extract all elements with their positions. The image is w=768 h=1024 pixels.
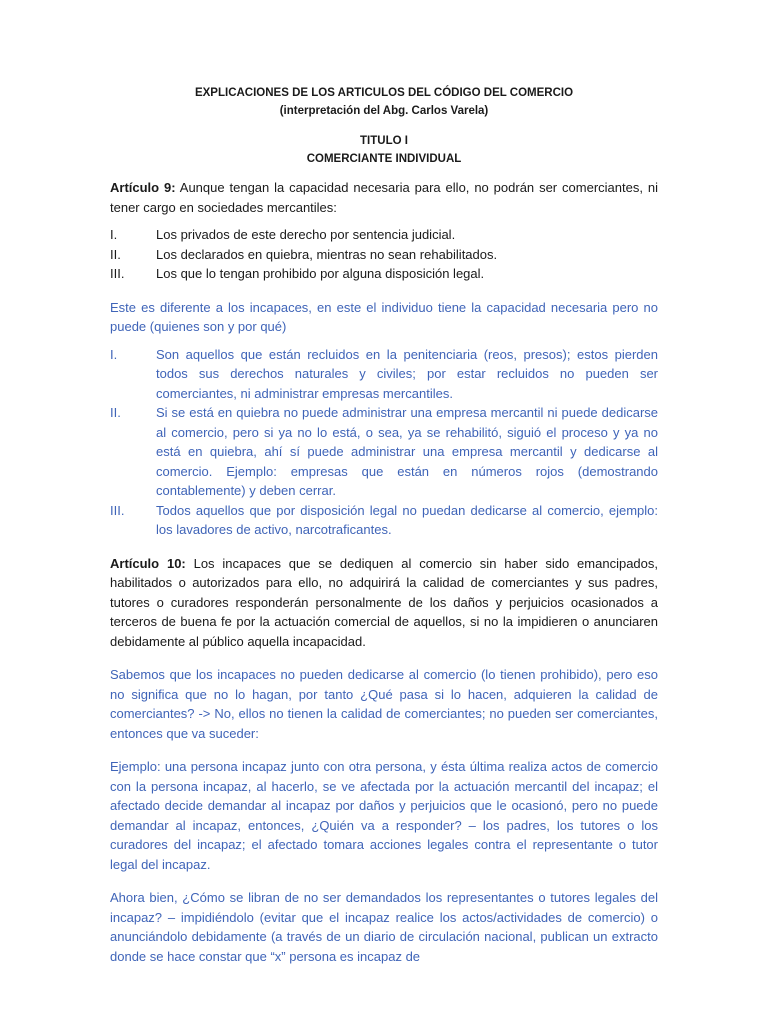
list-text: Los privados de este derecho por sentencia judicial. xyxy=(156,227,456,242)
list-text: Son aquellos que están recluidos en la penitenciaria (reos, presos); estos pierden todos sus derechos naturales y civiles; por estar recluidos no pueden ser comerciantes, ni administrar empresas mercantiles. xyxy=(156,346,658,401)
titulo-heading: TITULO I xyxy=(360,135,408,147)
article-9-paragraph xyxy=(110,178,658,217)
article-10-explanation-3: Ahora bien, ¿Cómo se libran de no ser demandados los representantes o tutores legales del incapaz? – impidiéndolo (evitar que el incapaz realice los actos/actividades de comercio) o anunciándolo debidamente (a través de un diario de circulación nacional, publican un extracto donde se hace constar que “x” persona es incapaz de xyxy=(110,890,658,964)
document-content xyxy=(110,84,658,966)
article-9-label: Artículo 9: xyxy=(110,180,176,195)
list-item xyxy=(110,225,658,245)
list-item xyxy=(110,403,658,501)
list-text: Los que lo tengan prohibido por alguna disposición legal. xyxy=(156,266,485,281)
article-10-paragraph xyxy=(110,554,658,652)
document-subtitle: (interpretación del Abg. Carlos Varela) xyxy=(279,105,489,117)
list-text: Si se está en quiebra no puede administrar una empresa mercantil ni puede dedicarse al comercio, pero si ya no lo está, o sea, ya se rehabilitó, siguió el proceso y ya no está en quiebra, ahí sí puede administrar una empresa mercantil y dedicarse al comercio. Ejemplo: empresas que están en números rojos (demostrando contablemente) y deben cerrar. xyxy=(156,405,658,498)
article-10-text: Los incapaces que se dediquen al comercio sin haber sido emancipados, habilitados o autorizados para ello, no adquirirá la calidad de comerciantes y sus padres, tutores o curadores responderán personalmente de los daños y perjuicios ocasionados a terceros de buena fe por la actuación comercial de aquellos, si no la impidieren o anunciaren debidamente al público aquella incapacidad. xyxy=(110,555,658,649)
list-item xyxy=(110,245,658,265)
list-text: Todos aquellos que por disposición legal no puedan dedicarse al comercio, ejemplo: los lavadores de activo, narcotraficantes. xyxy=(156,502,658,537)
list-item xyxy=(110,345,658,404)
article-9-text: Aunque tengan la capacidad necesaria para ello, no podrán ser comerciantes, ni tener cargo en sociedades mercantiles: xyxy=(110,180,658,215)
article-9-explanation-list xyxy=(110,345,658,540)
list-text: Los declarados en quiebra, mientras no sean rehabilitados. xyxy=(156,246,498,262)
list-item xyxy=(110,501,658,540)
article-9-list xyxy=(110,225,658,284)
list-number: II. xyxy=(110,405,121,420)
article-10-label: Artículo 10: xyxy=(110,555,186,571)
list-number: III. xyxy=(110,502,125,518)
article-10-explanation-2: Ejemplo: una persona incapaz junto con otra persona, y ésta última realiza actos de comercio con la persona incapaz, al hacerlo, se ve afectada por la actuación mercantil del incapaz; el afectado decide demandar al incapaz por daños y perjuicios que le ocasionó, pero no puede demandar al incapaz, entonces, ¿Quién va a responder? – los padres, los tutores o los curadores del incapaz; el afectado tomara acciones legales contra el representante o tutor legal del incapaz. xyxy=(110,759,658,872)
list-number: III. xyxy=(110,266,125,281)
list-item xyxy=(110,264,658,284)
document-title: EXPLICACIONES DE LOS ARTICULOS DEL CÓDIGO DEL COMERCIO xyxy=(194,87,574,99)
list-number: II. xyxy=(110,246,121,262)
section-heading: COMERCIANTE INDIVIDUAL xyxy=(306,153,462,165)
article-9-explanation: Este es diferente a los incapaces, en este el individuo tiene la capacidad necesaria pero no puede (quienes son y por qué) xyxy=(110,299,658,334)
list-number: I. xyxy=(110,227,118,242)
list-number: I. xyxy=(110,346,118,362)
article-10-explanation-1: Sabemos que los incapaces no pueden dedicarse al comercio (lo tienen prohibido), pero eso no significa que no lo hagan, por tanto ¿Qué pasa si lo hacen, adquieren la calidad de comerciantes? -> No, ellos no tienen la calidad de comerciantes; no pueden ser comerciantes, entonces que va suceder: xyxy=(110,667,658,741)
